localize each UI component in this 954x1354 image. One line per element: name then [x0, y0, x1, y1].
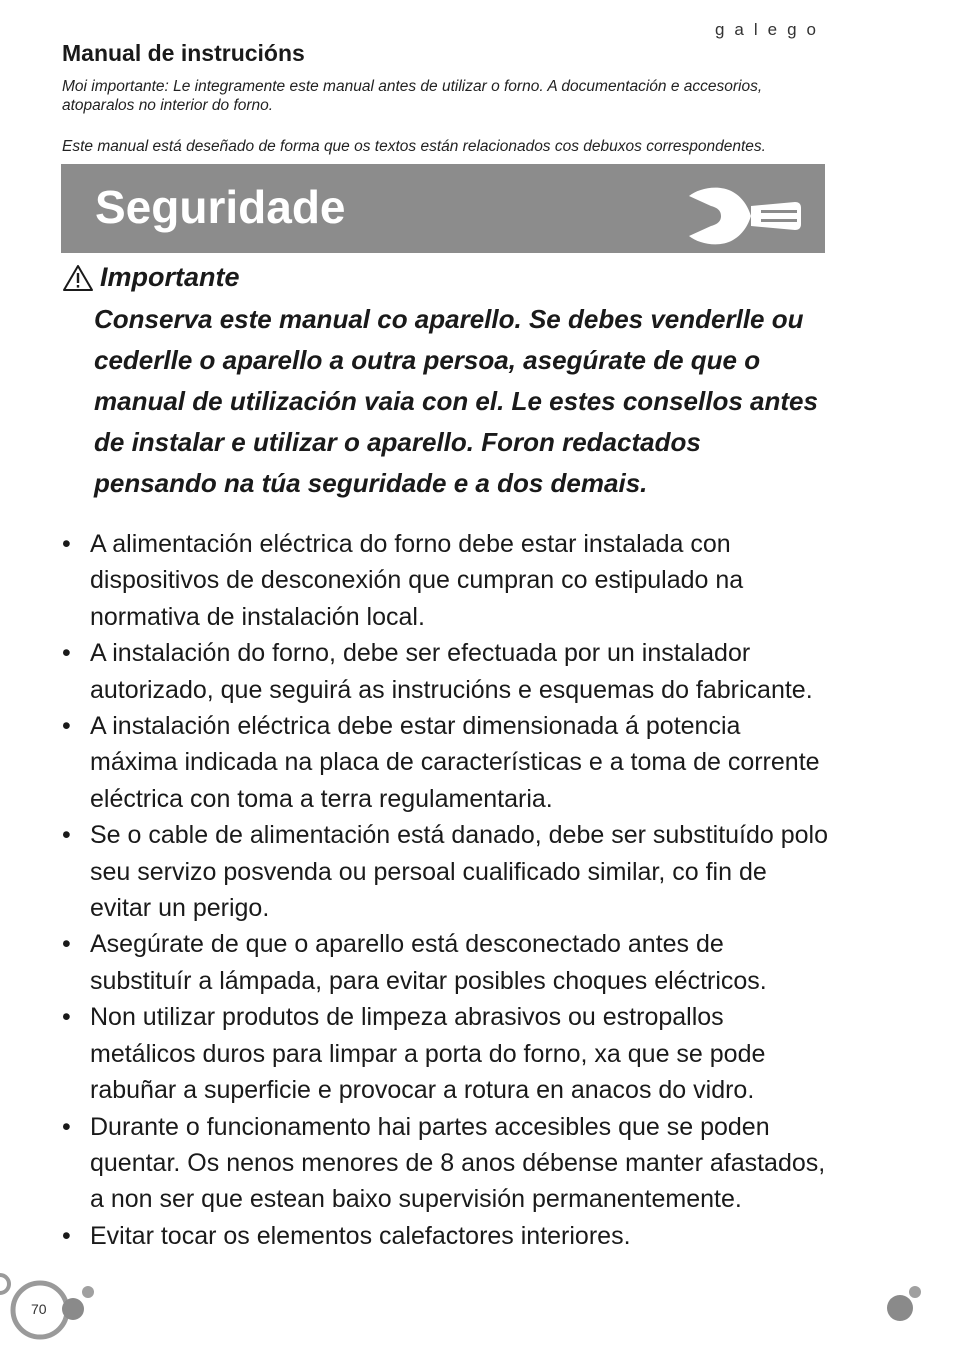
safety-list	[62, 526, 832, 1254]
footer-decoration-left	[0, 1262, 110, 1354]
list-item	[62, 999, 832, 1108]
list-item-text: Se o cable de alimentación está danado, debe ser substituído polo seu servizo posvenda ou persoal cualificado similar, co fin de evitar un perigo.	[90, 821, 829, 923]
bullet-symbol: •	[62, 1112, 71, 1141]
wrench-icon	[685, 186, 803, 246]
important-heading	[62, 262, 240, 293]
section-title: Seguridade	[95, 181, 346, 233]
footer-decoration-right	[882, 1280, 932, 1330]
list-item-text: A instalación eléctrica debe estar dimensionada á potencia máxima indicada na placa de características e a toma de corrente eléctrica con toma a terra regulamentaria.	[90, 712, 820, 813]
important-label: Importante	[100, 262, 240, 292]
list-item	[62, 1218, 832, 1254]
bullet-symbol: •	[62, 1221, 71, 1250]
intro-paragraph-2: Este manual está deseñado de forma que os textos están relacionados cos debuxos correspondentes.	[62, 138, 766, 155]
list-item	[62, 708, 832, 817]
list-item-text: Asegúrate de que o aparello está desconectado antes de substituír a lámpada, para evitar posibles choques eléctricos.	[90, 930, 767, 995]
warning-icon	[62, 264, 94, 292]
bullet-symbol: •	[62, 530, 71, 558]
bullet-symbol: •	[62, 930, 71, 959]
list-item-text: A alimentación eléctrica do forno debe estar instalada con dispositivos de desconexión que cumpran co estipulado na normativa de instalación local.	[90, 530, 744, 631]
bullet-symbol: •	[62, 712, 71, 741]
list-item	[62, 526, 832, 635]
intro-paragraph-1: Moi importante: Le integramente este manual antes de utilizar o forno. A documentación e accesorios, atoparalos no interior do forno.	[62, 78, 763, 114]
list-item-text: Durante o funcionamento hai partes accesibles que se poden quentar. Os nenos menores de 8 anos débense manter afastados, a non ser que estean baixo supervisión permanentemente.	[90, 1112, 826, 1214]
bullet-symbol: •	[62, 1003, 71, 1032]
list-item-text: Non utilizar produtos de limpeza abrasivos ou estropallos metálicos duros para limpar a porta do forno, xa que se pode rabuñar a superficie e provocar a rotura en anacos do vidro.	[90, 1003, 766, 1105]
important-text: Conserva este manual co aparello. Se debes venderlle ou cederlle o aparello a outra persoa, asegúrate de que o manual de utilización vaia con el. Le estes consellos antes de instalar e utilizar o aparello. Foron redactados pensando na túa seguridade e a dos demais.	[94, 304, 818, 498]
list-item	[62, 817, 832, 926]
bullet-symbol: •	[62, 821, 71, 850]
list-item-text: Evitar tocar os elementos calefactores interiores.	[90, 1221, 631, 1250]
list-item-text: A instalación do forno, debe ser efectuada por un instalador autorizado, que seguirá as instrucións e esquemas do fabricante.	[90, 639, 813, 704]
bullet-symbol: •	[62, 639, 71, 668]
language-label: galego	[714, 20, 826, 39]
list-item	[62, 926, 832, 999]
list-item	[62, 1109, 832, 1218]
page-number: 70	[31, 1301, 47, 1317]
section-banner	[61, 164, 825, 253]
manual-title: Manual de instrucións	[62, 40, 305, 66]
list-item	[62, 635, 832, 708]
